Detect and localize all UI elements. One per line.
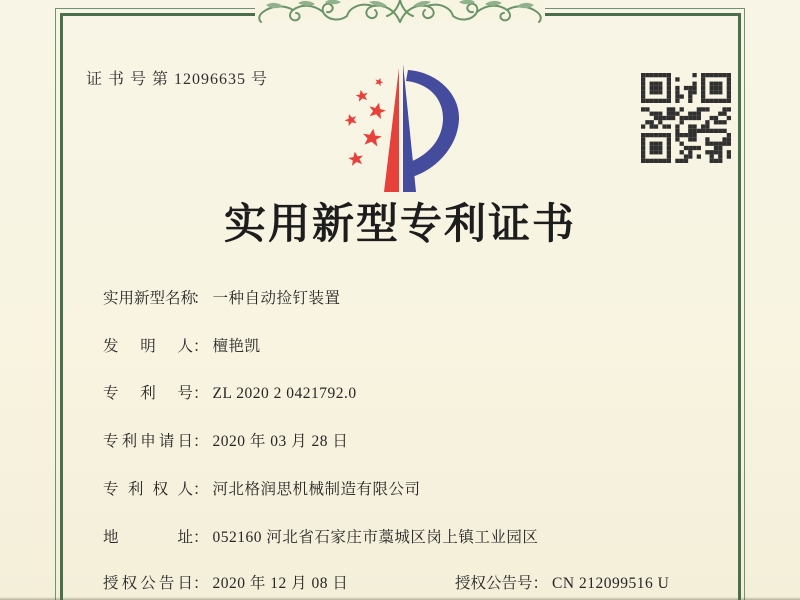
field-value: CN 212099516 U bbox=[552, 575, 670, 592]
floral-ornament-icon bbox=[255, 0, 545, 30]
colon: ： bbox=[193, 481, 209, 498]
five-stars-icon bbox=[343, 77, 387, 167]
field-row-grant-date bbox=[103, 571, 740, 595]
colon: ： bbox=[193, 529, 209, 546]
field-row-filing-date bbox=[103, 429, 740, 453]
field-label: 实用新型名称 bbox=[103, 290, 197, 307]
colon: ： bbox=[532, 575, 549, 592]
field-row-name bbox=[103, 286, 740, 310]
field-value: 2020 年 03 月 28 日 bbox=[212, 433, 349, 450]
field-row-address bbox=[103, 525, 740, 549]
field-label: 发明人 bbox=[103, 338, 193, 355]
colon: ： bbox=[193, 338, 209, 355]
field-label: 授权公告号 bbox=[455, 575, 533, 592]
field-label: 专利申请日 bbox=[103, 433, 193, 450]
field-value: 檀艳凯 bbox=[212, 338, 261, 355]
grant-publication-number bbox=[455, 571, 669, 593]
qr-code bbox=[641, 73, 731, 163]
field-value: ZL 2020 2 0421792.0 bbox=[212, 385, 357, 402]
field-row-patentee bbox=[103, 477, 740, 501]
field-value: 河北格润思机械制造有限公司 bbox=[212, 481, 421, 498]
colon: ： bbox=[193, 385, 209, 402]
field-row-patent-number bbox=[103, 381, 740, 405]
field-value: 一种自动捡钉装置 bbox=[212, 290, 341, 307]
colon: ： bbox=[193, 290, 209, 307]
certificate-title: 实用新型专利证书 bbox=[223, 202, 576, 248]
certificate-number: 证 书 号 第 12096635 号 bbox=[86, 71, 269, 88]
field-label: 授权公告日 bbox=[103, 575, 193, 592]
field-label: 专利权人 bbox=[103, 481, 193, 498]
letter-p-shape bbox=[406, 70, 459, 177]
colon: ： bbox=[193, 433, 209, 450]
field-label: 专利号 bbox=[103, 385, 193, 402]
cnipa-logo-icon bbox=[342, 64, 462, 194]
colon: ： bbox=[193, 575, 209, 592]
field-row-inventor bbox=[103, 334, 740, 358]
field-value: 052160 河北省石家庄市藁城区岗上镇工业园区 bbox=[212, 529, 539, 546]
field-label: 地址 bbox=[103, 529, 193, 546]
red-spike-shape bbox=[384, 68, 399, 192]
field-value: 2020 年 12 月 08 日 bbox=[212, 575, 349, 592]
